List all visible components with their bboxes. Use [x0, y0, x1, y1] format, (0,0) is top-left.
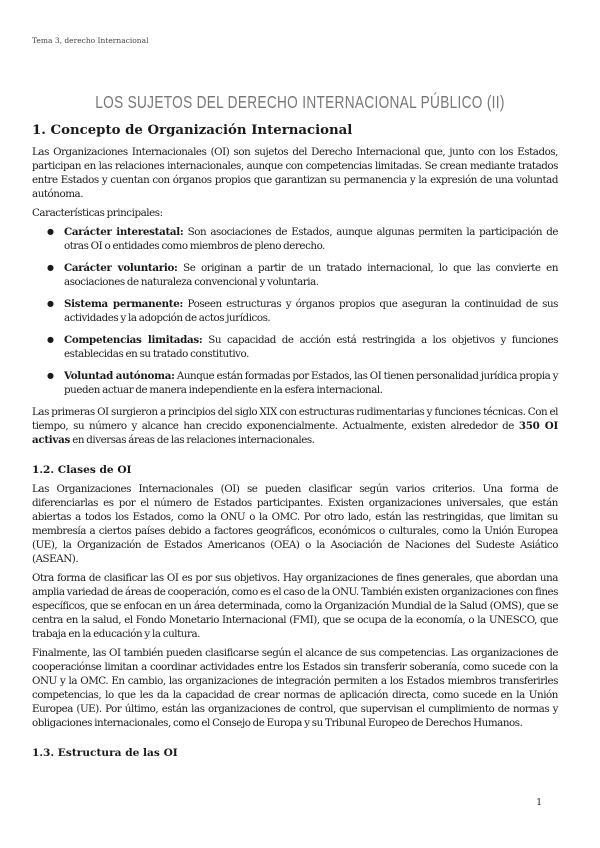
list-item-term: Voluntad autónoma:	[64, 370, 175, 382]
list-item	[64, 225, 558, 253]
list-item	[64, 261, 558, 289]
list-item-text: Son asociaciones de Estados, aunque algunas permiten la participación de otras OI o entidades como miembros de pleno derecho.	[64, 226, 558, 252]
paragraph-classes-competences: Finalmente, las OI también pueden clasificarse según el alcance de sus competencias. Las organizaciones de cooperaciónse limitan a coordinar actividades entre los Estados sin transferir soberanía, como sucede con la ONU y la OMC. En cambio, las organizaciones de integración permiten a los Estados miembros transferirles competencias, lo que les da la capacidad de crear normas de aplicación directa, como sucede en la Unión Europea (UE). Por último, están las organizaciones de control, que supervisan el cumplimiento de normas y obligaciones internacionales, como el Consejo de Europa y su Tribunal Europeo de Derechos Humanos.	[32, 647, 558, 729]
paragraph-classes-number: Las Organizaciones Internacionales (OI) se pueden clasificar según varios criterios. Una forma de diferenciarlas es por el número de Estados participantes. Existen organizaciones universales, que están abiertas a todos los Estados, como la ONU o la OMC. Por otro lado, están las restringidas, que limitan su membresía a ciertos países debido a factores geográficos, económicos o culturales, como la Unión Europea (UE), la Organización de Estados Americanos (OEA) o la Asociación de Naciones del Sudeste Asiático (ASEAN).	[32, 483, 558, 565]
running-header: Tema 3, derecho Internacional	[32, 36, 149, 45]
document-body	[32, 122, 558, 765]
list-item-term: Carácter interestatal:	[64, 226, 184, 238]
list-item	[64, 369, 558, 397]
paragraph-intro: Las Organizaciones Internacionales (OI) son sujetos del Derecho Internacional que, junto con los Estados, participan en las relaciones internacionales, aunque con competencias limitadas. Se crean mediante tratados entre Estados y cuentan con órganos propios que garantizan su permanencia y la expresión de una voluntad autónoma.	[32, 146, 558, 200]
section-heading-concept: 1. Concepto de Organización Internacional	[32, 123, 353, 138]
characteristics-label: Características principales:	[32, 207, 163, 219]
list-item-text: Aunque están formadas por Estados, las OI tienen personalidad jurídica propia y pueden actuar de manera independiente en la esfera internacional.	[64, 370, 559, 396]
history-highlight: 350 OI activas	[32, 420, 558, 446]
list-item-term: Competencias limitadas:	[64, 334, 203, 346]
page-number: 1	[536, 798, 542, 808]
list-item-term: Carácter voluntario:	[64, 262, 178, 274]
section-heading-classes: 1.2. Clases de OI	[32, 464, 132, 476]
list-item-text: Su capacidad de acción está restringida a los objetivos y funciones establecidas en su tratado constitutivo.	[64, 334, 558, 360]
page-title: LOS SUJETOS DEL DERECHO INTERNACIONAL PÚBLICO (II)	[95, 91, 505, 112]
paragraph-classes-objectives: Otra forma de clasificar las OI es por sus objetivos. Hay organizaciones de fines generales, que abordan una amplia variedad de áreas de cooperación, como es el caso de la ONU. También existen organizaciones con fines específicos, que se enfocan en un área determinada, como la Organización Mundial de la Salud (OMS), que se centra en la salud, el Fondo Monetario Internacional (FMI), que se ocupa de la economía, o la UNESCO, que trabaja en la educación y la cultura.	[32, 572, 558, 640]
history-text-start: Las primeras OI surgieron a principios del siglo XIX con estructuras rudimentarias y funciones técnicas. Con el tiempo, su número y alcance han crecido exponencialmente. Actualmente, existen alrededor de	[32, 406, 558, 432]
section-heading-structure: 1.3. Estructura de las OI	[32, 747, 178, 759]
list-item	[64, 297, 558, 325]
paragraph-history	[32, 405, 558, 447]
list-item-text: Poseen estructuras y órganos propios que aseguran la continuidad de sus actividades y la adopción de actos jurídicos.	[64, 298, 559, 324]
list-item-term: Sistema permanente:	[64, 298, 183, 310]
list-item	[64, 333, 558, 361]
history-text-end: en diversas áreas de las relaciones internacionales.	[69, 434, 315, 446]
list-item-text: Se originan a partir de un tratado internacional, lo que las convierte en asociaciones de naturaleza convencional y voluntaria.	[64, 262, 559, 288]
characteristics-list	[32, 225, 558, 397]
